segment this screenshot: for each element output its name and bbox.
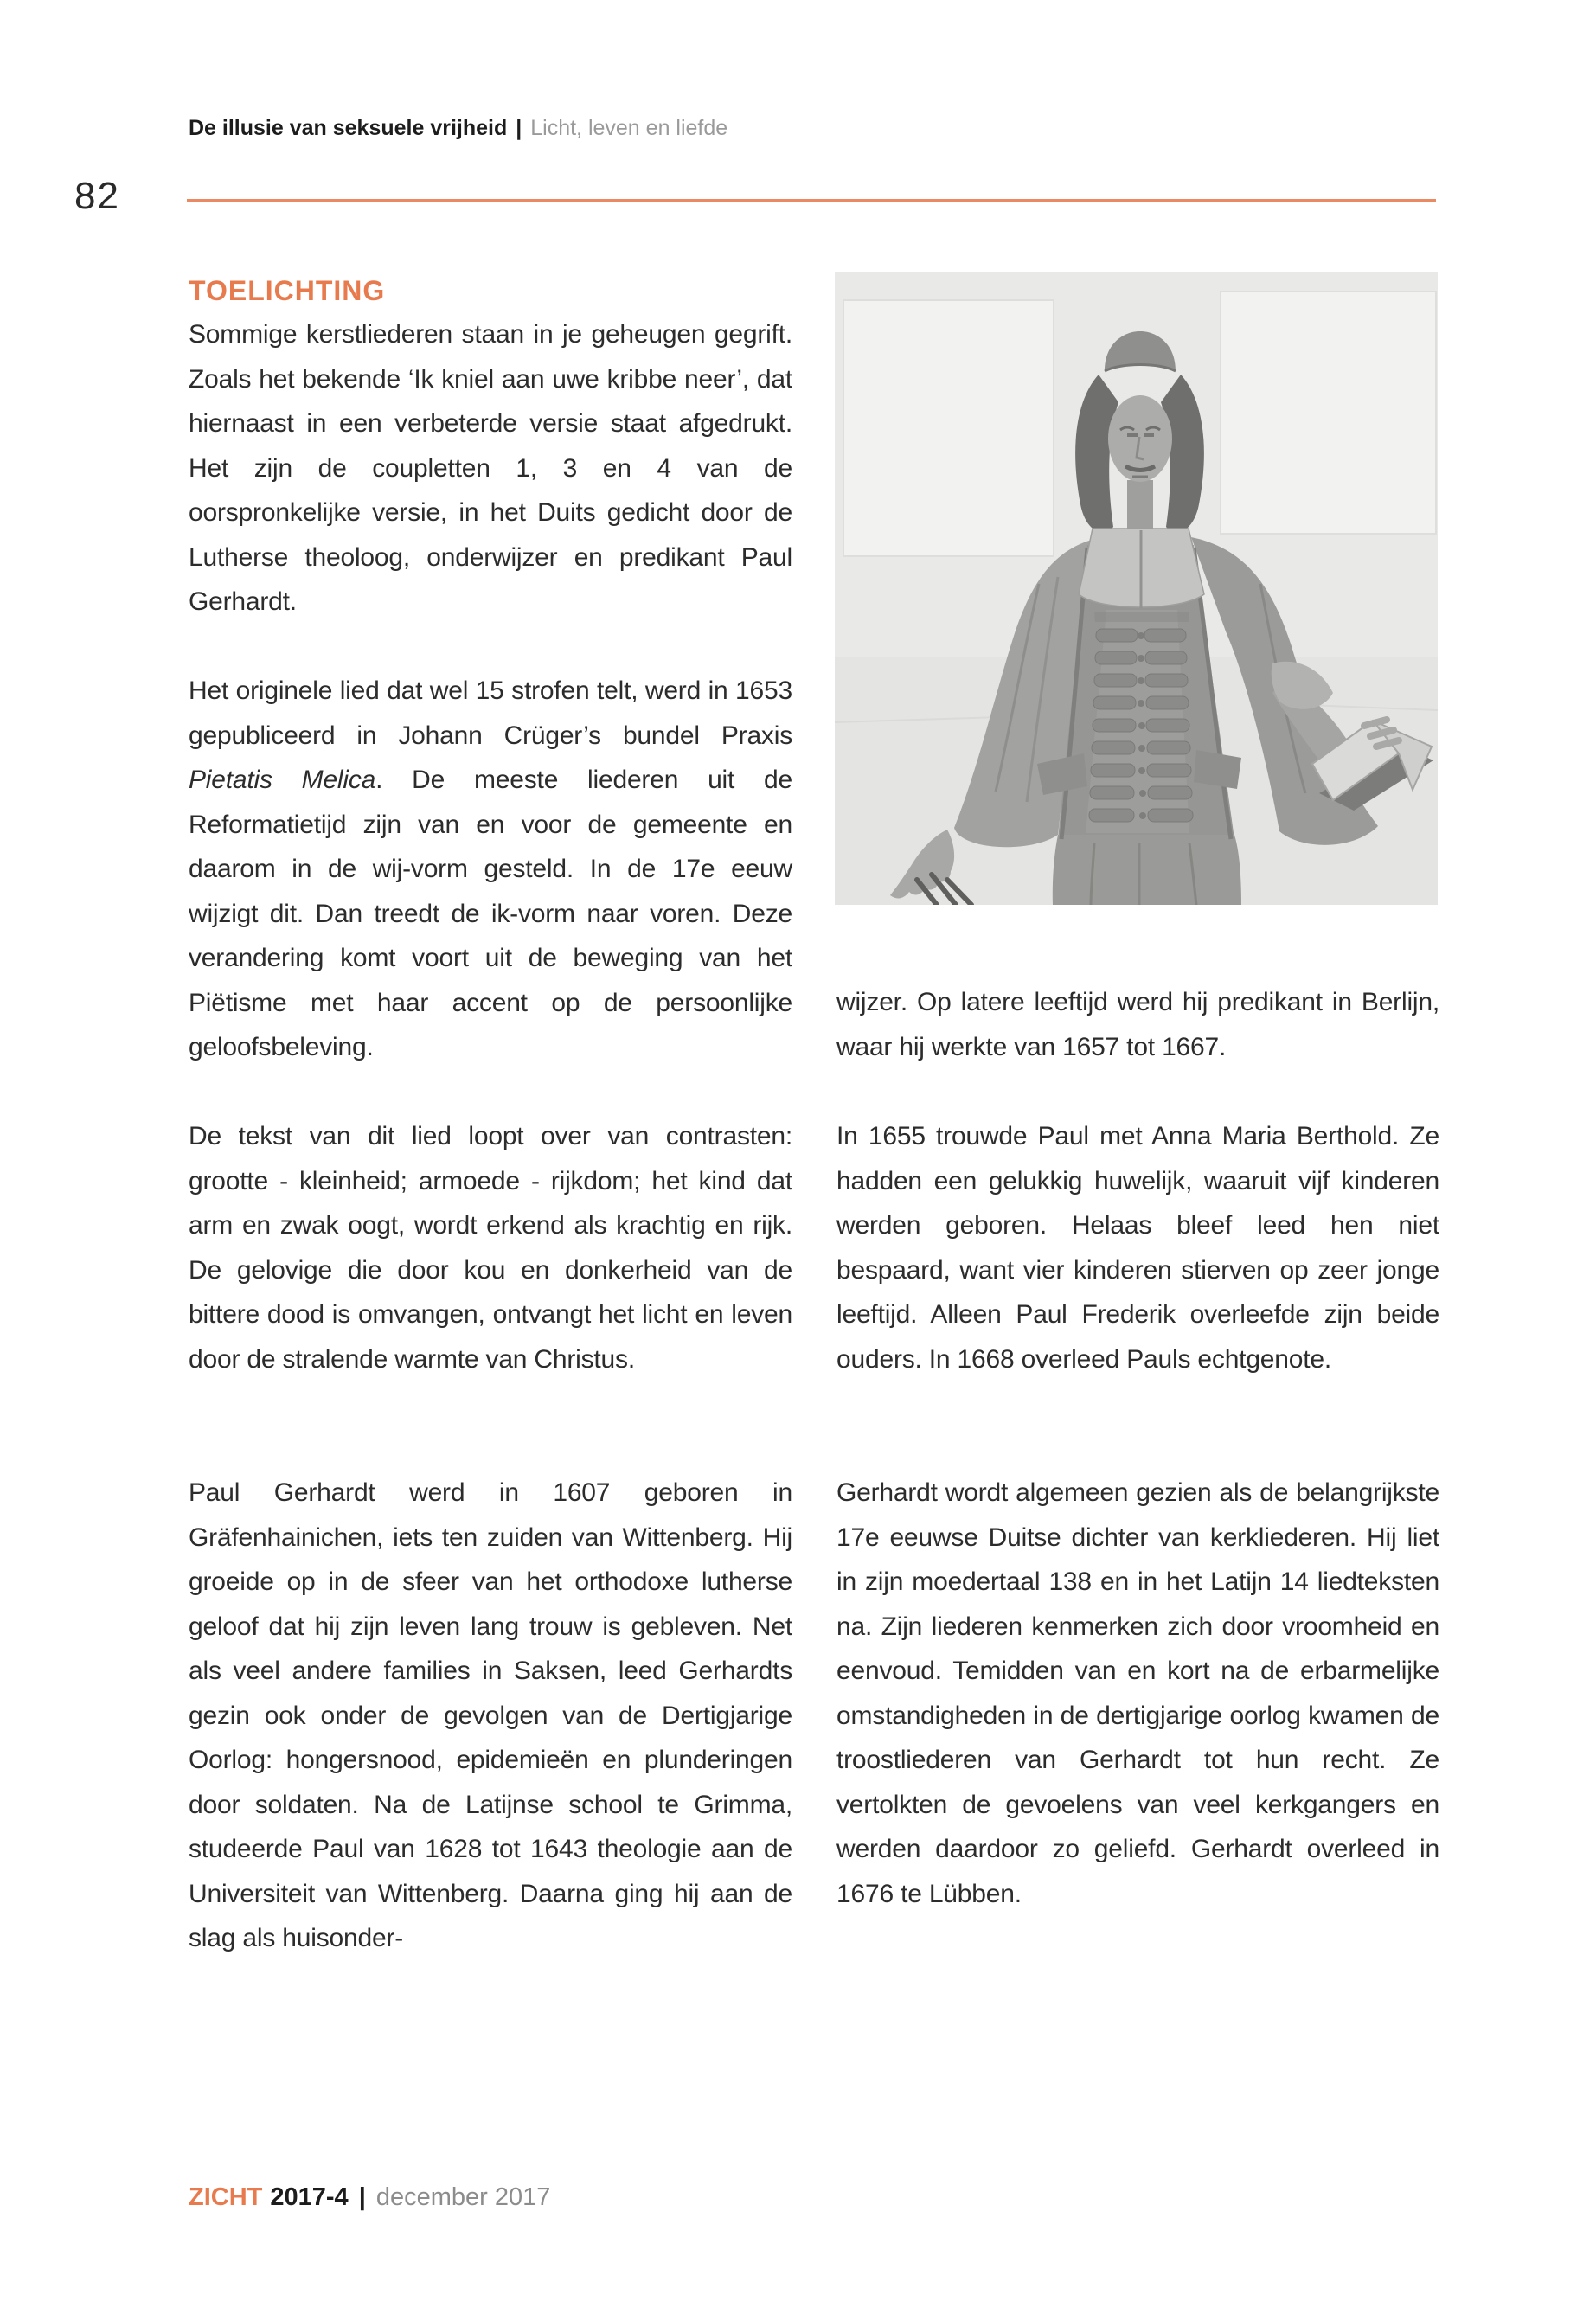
- statue-photo: [835, 272, 1438, 905]
- paragraph-left-2-before: Het originele lied dat wel 15 strofen telt, werd in 1653 gepubliceerd in Johann Crüger’s bundel Praxis: [189, 676, 792, 750]
- statue-of-paul-gerhardt-illustration: [835, 272, 1438, 905]
- paragraph-left-2-after: . De meeste liederen uit de Reformatietijd zijn van en voor de gemeente en daarom in de wij-vorm gesteld. In de 17e eeuw wijzigt dit. Dan treedt de ik-vorm naar voren. Deze verandering komt voort uit de beweging van het Piëtisme met haar accent op de persoonlijke geloofsbeleving.: [189, 766, 793, 1061]
- paragraph-left-4: Paul Gerhardt werd in 1607 geboren in Gräfenhainichen, iets ten zuiden van Wittenberg. Hij groeide op in de sfeer van het orthodoxe lutherse geloof dat hij zijn leven lang trouw is gebleven. Net als veel andere families in Saksen, leed Gerhardts gezin ook onder de gevolgen van de Dertigjarige Oorlog: hongersnood, epidemieën en plunderingen door soldaten. Na de Latijnse school te Grimma, studeerde Paul van 1628 tot 1643 theologie aan de Universiteit van Wittenberg. Daarna ging hij aan de slag als huisonder-: [189, 1478, 792, 1952]
- paragraph-right-1: wijzer. Op latere leeftijd werd hij predikant in Berlijn, waar hij werkte van 1657 tot 1667.: [836, 988, 1439, 1061]
- header-rule: [187, 199, 1436, 202]
- paragraph-left-2: [189, 669, 792, 1070]
- footer-date: december 2017: [375, 2183, 551, 2211]
- page-footer: [189, 2183, 550, 2212]
- paragraph-right-3: Gerhardt wordt algemeen gezien als de belangrijkste 17e eeuwse Duitse dichter van kerkliederen. Hij liet in zijn moedertaal 138 en in het Latijn 14 liedteksten na. Zijn liederen kenmerken zich door vroomheid en eenvoud. Temidden van en kort na de erbarmelijke omstandigheden in de dertigjarige oorlog kwamen de troostliederen van Gerhardt tot hun recht. Ze vertolkten de gevoelens van veel kerkgangers en werden daardoor zo geliefd. Gerhardt overleed in 1676 te Lübben.: [836, 1478, 1439, 1908]
- paragraph-left-3: De tekst van dit lied loopt over van contrasten: grootte - kleinheid; armoede - rijkdom; het kind dat arm en zwak oogt, wordt erkend als krachtig en rijk. De gelovige die door kou en donkerheid van de bittere dood is omvangen, ontvangt het licht en leven door de stralende warmte van Christus.: [189, 1122, 792, 1374]
- running-header-subtitle: Licht, leven en liefde: [530, 116, 728, 140]
- running-header-title: De illusie van seksuele vrijheid: [189, 116, 508, 140]
- footer-magazine-name: ZICHT: [189, 2183, 263, 2211]
- section-heading: TOELICHTING: [189, 275, 386, 306]
- paragraph-left-1: Sommige kerstliederen staan in je geheugen gegrift. Zoals het bekende ‘Ik kniel aan uwe kribbe neer’, dat hiernaast in een verbeterde versie staat afgedrukt. Het zijn de coupletten 1, 3 en 4 van de oorspronkelijke versie, in het Duits gedicht door de Lutherse theoloog, onderwijzer en predikant Paul Gerhardt.: [189, 320, 792, 616]
- running-header-separator: |: [516, 116, 522, 140]
- footer-separator: |: [358, 2183, 366, 2211]
- page-number: 82: [74, 175, 120, 217]
- book-title-italic: Pietatis Melica: [189, 766, 376, 794]
- footer-issue: 2017-4: [270, 2183, 349, 2211]
- running-header: [189, 114, 727, 142]
- paragraph-right-2: In 1655 trouwde Paul met Anna Maria Berthold. Ze hadden een gelukkig huwelijk, waaruit vijf kinderen werden geboren. Helaas bleef leed hen niet bespaard, want vier kinderen stierven op zeer jonge leeftijd. Alleen Paul Frederik overleefde zijn beide ouders. In 1668 overleed Pauls echtgenote.: [836, 1122, 1439, 1374]
